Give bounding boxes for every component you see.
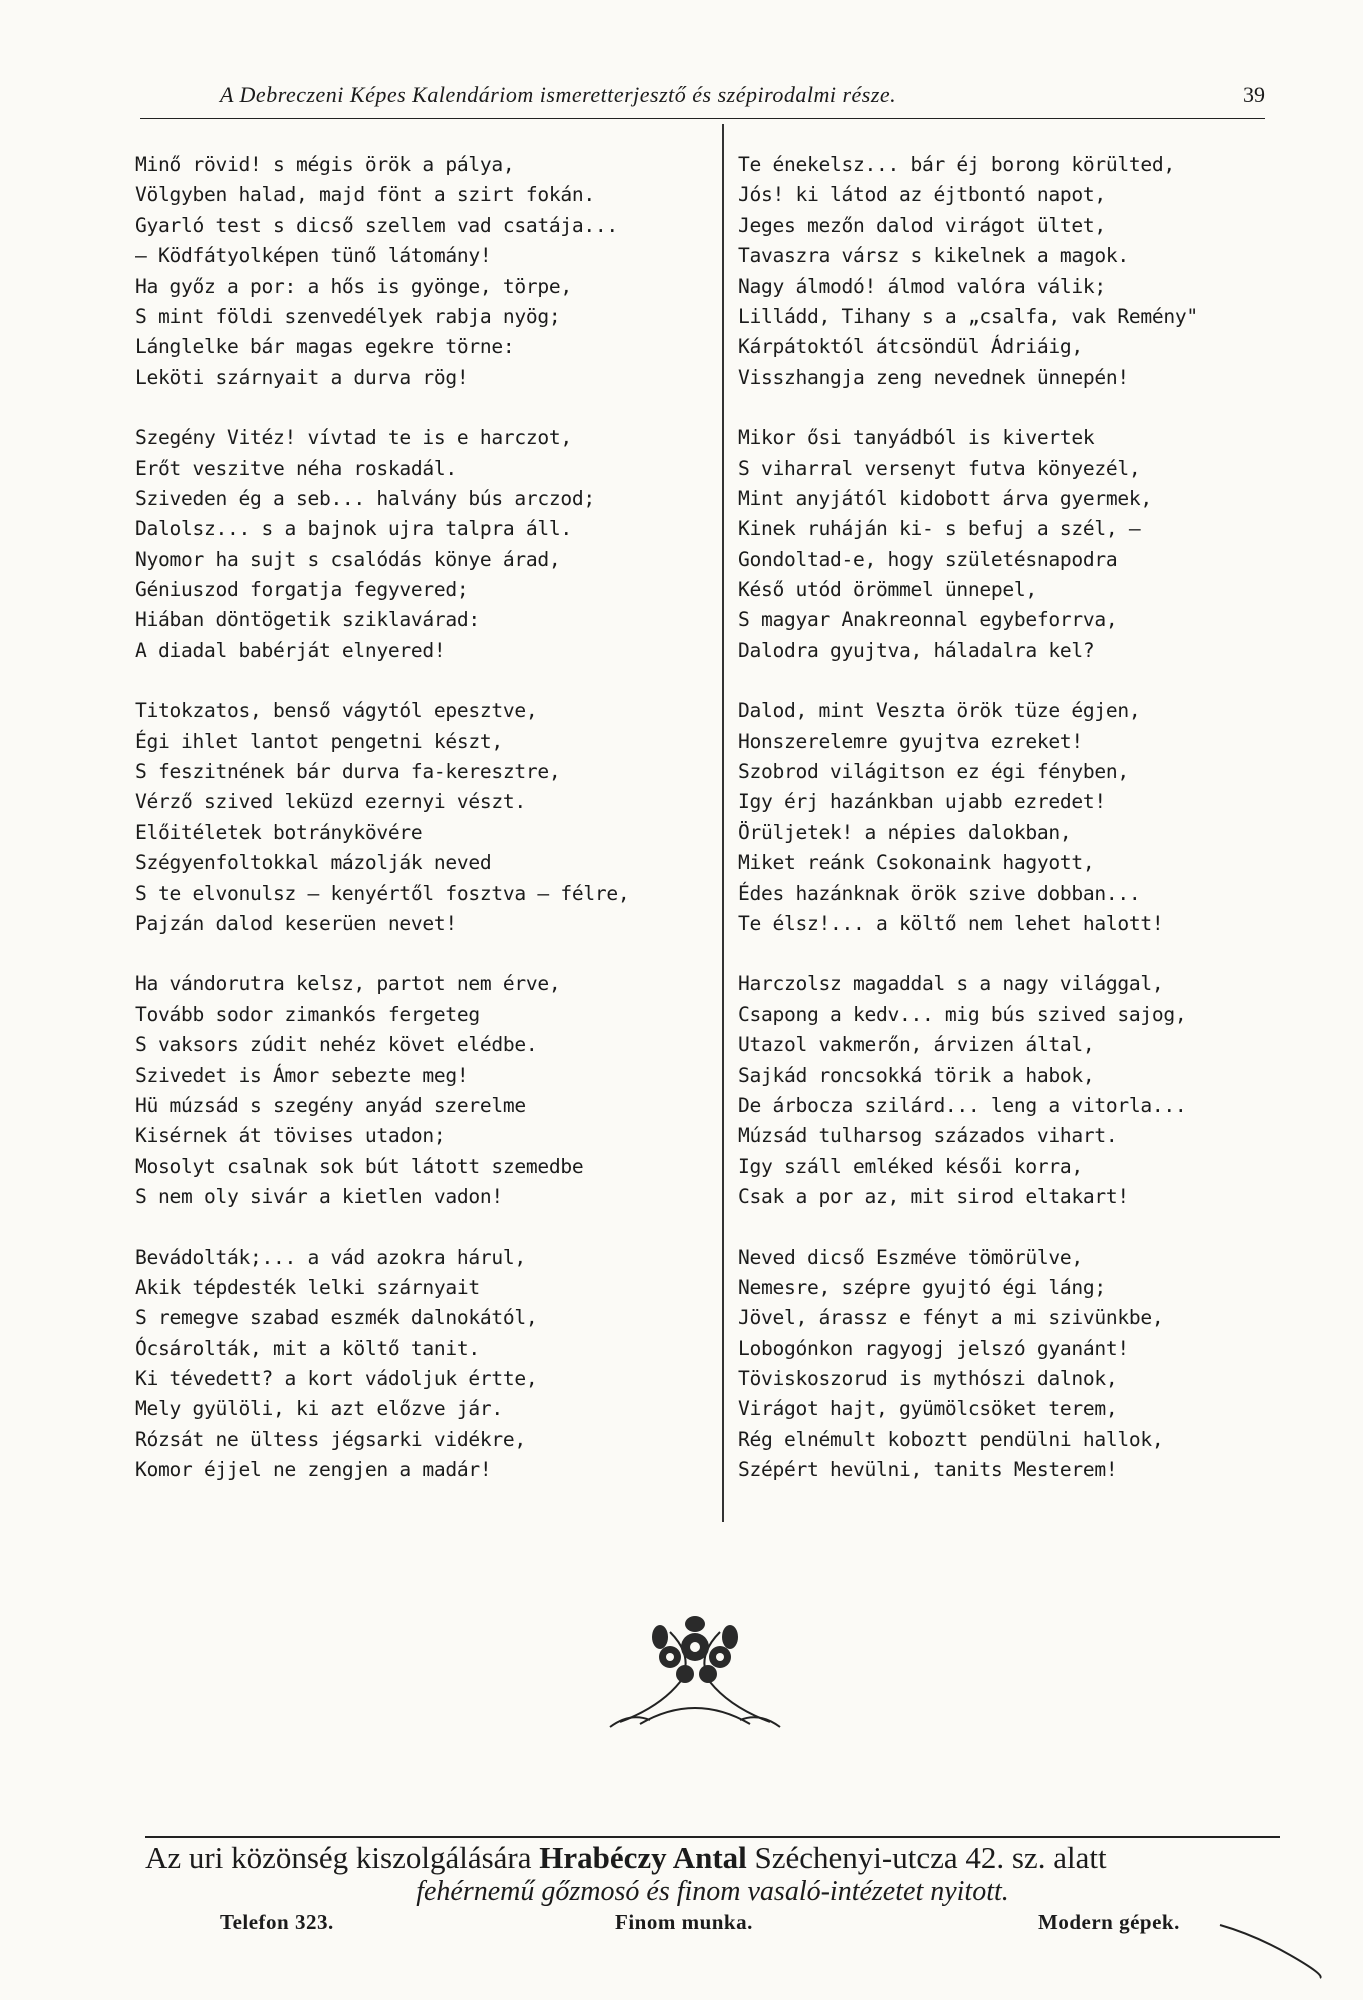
stanza	[135, 696, 735, 939]
advert-headline: Az uri közönség kiszolgálására Hrabéczy Antal Széchenyi-utcza 42. sz. alatt	[145, 1840, 1107, 1875]
poem-line: Nyomor ha sujt s csalódás könye árad,	[135, 547, 561, 571]
poem-line: Géniuszod forgatja fegyvered;	[135, 578, 469, 602]
advert-phone: Telefon 323.	[220, 1910, 334, 1934]
poem-line: Égi ihlet lantot pengetni készt,	[135, 729, 503, 753]
poem-line: Nemesre, szépre gyujtó égi láng;	[738, 1275, 1106, 1299]
poem-line: Visszhangja zeng nevednek ünnepén!	[738, 365, 1129, 389]
poem-line: Ócsárolták, mit a költő tanit.	[135, 1336, 480, 1360]
poem-line: — Ködfátyolképen tünő látomány!	[135, 244, 492, 268]
floral-ornament-icon	[600, 1612, 790, 1732]
stanza	[738, 1243, 1338, 1486]
poem-line: Hü múzsád s szegény anyád szerelme	[135, 1093, 526, 1117]
poem-line: Jós! ki látod az éjtbontó napot,	[738, 183, 1106, 207]
poem-line: Leköti szárnyait a durva rög!	[135, 365, 469, 389]
poem-line: Dalod, mint Veszta örök tüze égjen,	[738, 699, 1141, 723]
poem-line: Mosolyt csalnak sok bút látott szemedbe	[135, 1154, 584, 1178]
poem-line: Mely gyülöli, ki azt előzve jár.	[135, 1397, 503, 1421]
poem-line: Szégyenfoltokkal mázolják neved	[135, 851, 492, 875]
poem-line: S remegve szabad eszmék dalnokától,	[135, 1306, 538, 1330]
stanza	[135, 150, 735, 393]
poem-line: Töviskoszorud is mythószi dalnok,	[738, 1367, 1118, 1391]
poem-line: Szegény Vitéz! vívtad te is e harczot,	[135, 426, 572, 450]
poem-line: Múzsád tulharsog százados vihart.	[738, 1124, 1118, 1148]
poem-line: A diadal babérját elnyered!	[135, 638, 446, 662]
stanza	[738, 150, 1338, 393]
poem-line: Kárpátoktól átcsöndül Ádriáig,	[738, 335, 1083, 359]
stanza	[135, 423, 735, 666]
poem-line: Tavaszra vársz s kikelnek a magok.	[738, 244, 1129, 268]
poem-line: S magyar Anakreonnal egybeforrva,	[738, 608, 1118, 632]
poem-line: Honszerelemre gyujtva ezreket!	[738, 729, 1083, 753]
poem-line: Sajkád roncsokká törik a habok,	[738, 1063, 1095, 1087]
poem-line: Titokzatos, benső vágytól epesztve,	[135, 699, 538, 723]
poem-line: Mikor ősi tanyádból is kivertek	[738, 426, 1095, 450]
poem-line: S vaksors zúdit nehéz követ elédbe.	[135, 1033, 538, 1057]
poem-line: De árbocza szilárd... leng a vitorla...	[738, 1093, 1187, 1117]
poem-line: Gyarló test s dicső szellem vad csatája...	[135, 213, 618, 237]
stanza	[135, 1243, 735, 1486]
poem-line: Komor éjjel ne zengjen a madár!	[135, 1458, 492, 1482]
poem-line: Ki tévedett? a kort vádoljuk értte,	[135, 1367, 538, 1391]
poem-line: Lilládd, Tihany s a „csalfa, vak Remény"	[738, 304, 1198, 328]
poem-line: Miket reánk Csokonaink hagyott,	[738, 851, 1095, 875]
poem-line: Pajzán dalod keserüen nevet!	[135, 911, 457, 935]
poem-line: Nagy álmodó! álmod valóra válik;	[738, 274, 1106, 298]
poem-line: Virágot hajt, gyümölcsöket terem,	[738, 1397, 1118, 1421]
stanza	[135, 969, 735, 1212]
poem-line: Völgyben halad, majd fönt a szirt fokán.	[135, 183, 595, 207]
poem-line: Gondoltad-e, hogy születésnapodra	[738, 547, 1118, 571]
poem-line: Ha győz a por: a hős is gyönge, törpe,	[135, 274, 572, 298]
poem-line: Csak a por az, mit sirod eltakart!	[738, 1185, 1129, 1209]
poem-line: Ha vándorutra kelsz, partot nem érve,	[135, 972, 561, 996]
running-header	[140, 78, 1265, 119]
poem-line: Vérző szived leküzd ezernyi vészt.	[135, 790, 526, 814]
advert-machines: Modern gépek.	[1038, 1910, 1180, 1934]
poem-line: Késő utód örömmel ünnepel,	[738, 578, 1037, 602]
poem-line: Szobrod világitson ez égi fényben,	[738, 760, 1129, 784]
advert-quality: Finom munka.	[615, 1910, 753, 1934]
poem-line: Akik tépdesték lelki szárnyait	[135, 1275, 480, 1299]
poem-line: Kisérnek át tövises utadon;	[135, 1124, 446, 1148]
page-number: 39	[1243, 82, 1265, 107]
stanza	[738, 696, 1338, 939]
stanza	[738, 423, 1338, 666]
poem-line: S viharral versenyt futva könyezél,	[738, 456, 1141, 480]
poem-line: Utazol vakmerőn, árvizen által,	[738, 1033, 1095, 1057]
header-title: A Debreczeni Képes Kalendáriom ismeretterjesztő és szépirodalmi része.	[220, 82, 897, 107]
left-column	[135, 150, 735, 1516]
poem-line: Igy száll emléked késői korra,	[738, 1154, 1083, 1178]
poem-line: Előitéletek botránykövére	[135, 820, 423, 844]
poem-line: Dalolsz... s a bajnok ujra talpra áll.	[135, 517, 572, 541]
poem-line: Szépért hevülni, tanits Mesterem!	[738, 1458, 1118, 1482]
advert-subline: fehérnemű gőzmosó és finom vasaló-intézetet nyitott.	[416, 1876, 1009, 1907]
poem-line: Dalodra gyujtva, háladalra kel?	[738, 638, 1095, 662]
stanza	[738, 969, 1338, 1212]
poem-line: Neved dicső Eszméve tömörülve,	[738, 1245, 1083, 1269]
poem-line: Te élsz!... a költő nem lehet halott!	[738, 911, 1164, 935]
poem-line: Jövel, árassz e fényt a mi szivünkbe,	[738, 1306, 1164, 1330]
poem-line: Mint anyjától kidobott árva gyermek,	[738, 486, 1152, 510]
poem-line: S nem oly sivár a kietlen vadon!	[135, 1185, 503, 1209]
poem-line: S feszitnének bár durva fa-keresztre,	[135, 760, 561, 784]
poem-line: Rég elnémult koboztt pendülni hallok,	[738, 1427, 1164, 1451]
poem-line: Édes hazánknak örök szive dobban...	[738, 881, 1141, 905]
poem-line: Te énekelsz... bár éj borong körülted,	[738, 153, 1175, 176]
poem-line: Igy érj hazánkban ujabb ezredet!	[738, 790, 1106, 814]
poem-line: Hiában döntögetik sziklavárad:	[135, 608, 480, 632]
pen-stroke-mark-icon	[1215, 1920, 1325, 1980]
poem-line: Harczolsz magaddal s a nagy világgal,	[738, 972, 1164, 996]
poem-line: Lánglelke bár magas egekre törne:	[135, 335, 515, 359]
poem-line: Minő rövid! s mégis örök a pálya,	[135, 153, 515, 176]
poem-line: Jeges mezőn dalod virágot ültet,	[738, 213, 1106, 237]
poem-line: S te elvonulsz — kenyértől fosztva — félre,	[135, 881, 630, 905]
advert-rule	[145, 1836, 1280, 1838]
poem-line: Sziveden ég a seb... halvány bús arczod;	[135, 486, 595, 510]
poem-line: Lobogónkon ragyogj jelszó gyanánt!	[738, 1336, 1129, 1360]
poem-line: Erőt veszitve néha roskadál.	[135, 456, 457, 480]
poem-line: Örüljetek! a népies dalokban,	[738, 820, 1072, 844]
right-column	[738, 150, 1338, 1516]
poem-line: Csapong a kedv... mig bús szived sajog,	[738, 1002, 1187, 1026]
poem-line: Kinek ruháján ki- s befuj a szél, —	[738, 517, 1141, 541]
advert-business-name: Hrabéczy Antal	[539, 1840, 747, 1875]
poem-line: Szivedet is Ámor sebezte meg!	[135, 1063, 469, 1087]
poem-line: S mint földi szenvedélyek rabja nyög;	[135, 304, 561, 328]
poem-line: Tovább sodor zimankós fergeteg	[135, 1002, 480, 1026]
poem-line: Bevádolták;... a vád azokra hárul,	[135, 1245, 526, 1269]
poem-line: Rózsát ne ültess jégsarki vidékre,	[135, 1427, 526, 1451]
